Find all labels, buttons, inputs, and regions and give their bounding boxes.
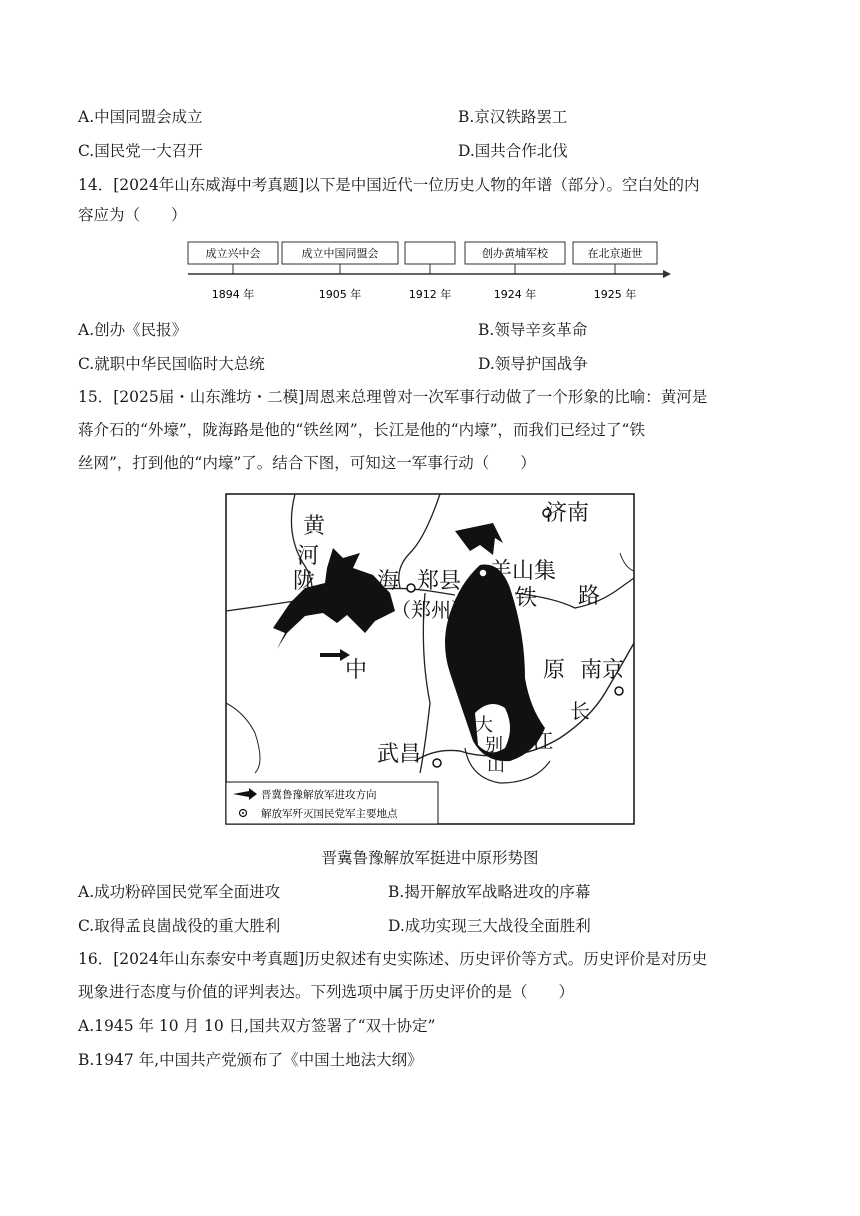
q16-option-a[interactable]: A.1945 年 10 月 10 日,国共双方签署了“双十协定” — [78, 1017, 436, 1035]
q15-option-c[interactable]: C.取得孟良崮战役的重大胜利 — [78, 917, 281, 935]
timeline-year-3: 1912 年 — [408, 288, 452, 301]
q15-option-b[interactable]: B.揭开解放军战略进攻的序幕 — [388, 883, 591, 901]
timeline-figure — [185, 238, 675, 308]
yangshanji-marker — [479, 569, 487, 577]
q13-option-d[interactable]: D.国共合作北伐 — [458, 142, 568, 160]
map-label-huang: 黄 — [303, 514, 326, 539]
zhengxian-marker — [407, 584, 415, 592]
nanjing-marker — [615, 687, 623, 695]
map-label-zhengzhou: （郑州） — [391, 598, 471, 622]
q14-option-b[interactable]: B.领导辛亥革命 — [478, 321, 588, 339]
map-label-zhong: 中 — [345, 658, 368, 683]
timeline-year-2: 1905 年 — [318, 288, 362, 301]
q14-option-a[interactable]: A.创办《民报》 — [78, 321, 188, 339]
q14-option-d[interactable]: D.领导护国战争 — [478, 355, 588, 373]
q16-stem-line1: 16．[2024年山东泰安中考真题]历史叙述有史实陈述、历史评价等方式。历史评价是对历史 — [78, 950, 708, 968]
timeline-year-1: 1894 年 — [211, 288, 255, 301]
legend-attack-label: 晋冀鲁豫解放军进攻方向 — [261, 789, 377, 801]
map-label-he: 河 — [297, 544, 320, 569]
timeline-event-2: 成立中国同盟会 — [301, 247, 379, 260]
q16-stem-line2: 现象进行态度与价值的评判表达。下列选项中属于历史评价的是（ ） — [78, 983, 575, 1001]
map-label-wuchang: 武昌 — [377, 742, 422, 767]
q15-stem-line2: 蒋介石的“外壕”，陇海路是他的“铁丝网”，长江是他的“内壕”，而我们已经过了“铁 — [78, 421, 645, 439]
map-caption: 晋冀鲁豫解放军挺进中原形势图 — [321, 849, 539, 867]
q16-option-b[interactable]: B.1947 年,中国共产党颁布了《中国土地法大纲》 — [78, 1051, 423, 1069]
map-label-jiang: 江 — [533, 729, 553, 753]
timeline-year-4: 1924 年 — [493, 288, 537, 301]
q14-stem-line1: 14．[2024年山东威海中考真题]以下是中国近代一位历史人物的年谱（部分）。空白处的内 — [78, 176, 700, 194]
q15-stem-line3: 丝网”，打到他的“内壕”了。结合下图，可知这一军事行动（ ） — [78, 454, 536, 472]
q15-option-d[interactable]: D.成功实现三大战役全面胜利 — [388, 917, 591, 935]
map-frame — [226, 494, 634, 824]
timeline-year-5: 1925 年 — [593, 288, 637, 301]
map-label-zhengxian: 郑县 — [417, 569, 462, 594]
wuchang-marker — [433, 759, 441, 767]
timeline-event-1: 成立兴中会 — [205, 247, 261, 260]
q13-option-c[interactable]: C.国民党一大召开 — [78, 142, 203, 160]
q14-option-c[interactable]: C.就职中华民国临时大总统 — [78, 355, 265, 373]
map-label-hai: 海 — [377, 569, 400, 594]
map-label-lu: 路 — [578, 584, 601, 609]
map-label-long: 陇 — [293, 569, 316, 594]
map-label-jinan: 济南 — [545, 501, 590, 526]
map-label-shan: 山 — [487, 755, 505, 776]
map-label-bie: 别 — [485, 735, 503, 756]
map-label-tie: 铁 — [515, 586, 538, 611]
q15-stem-line1: 15．[2025届・山东潍坊・二模]周恩来总理曾对一次军事行动做了一个形象的比喻：黄河是 — [78, 388, 708, 406]
timeline-event-5: 在北京逝世 — [587, 247, 643, 260]
q13-option-a[interactable]: A.中国同盟会成立 — [78, 108, 203, 126]
map-label-yangshanji: 羊山集 — [490, 559, 557, 584]
central-plains-map — [225, 493, 635, 825]
map-label-yuan: 原 — [543, 658, 566, 683]
q15-option-a[interactable]: A.成功粉碎国民党军全面进攻 — [78, 883, 281, 901]
map-label-chang: 长 — [570, 699, 590, 723]
q13-option-b[interactable]: B.京汉铁路罢工 — [458, 108, 568, 126]
timeline-box-blank — [405, 242, 455, 264]
legend-annihilate-dot — [242, 812, 244, 814]
legend-annihilate-label: 解放军歼灭国民党军主要地点 — [261, 808, 398, 820]
map-label-da: 大 — [475, 715, 493, 736]
map-label-nanjing: 南京 — [580, 658, 625, 683]
timeline-event-4: 创办黄埔军校 — [482, 247, 548, 260]
timeline-arrow — [663, 270, 671, 278]
q14-stem-line2: 容应为（ ） — [78, 206, 187, 224]
